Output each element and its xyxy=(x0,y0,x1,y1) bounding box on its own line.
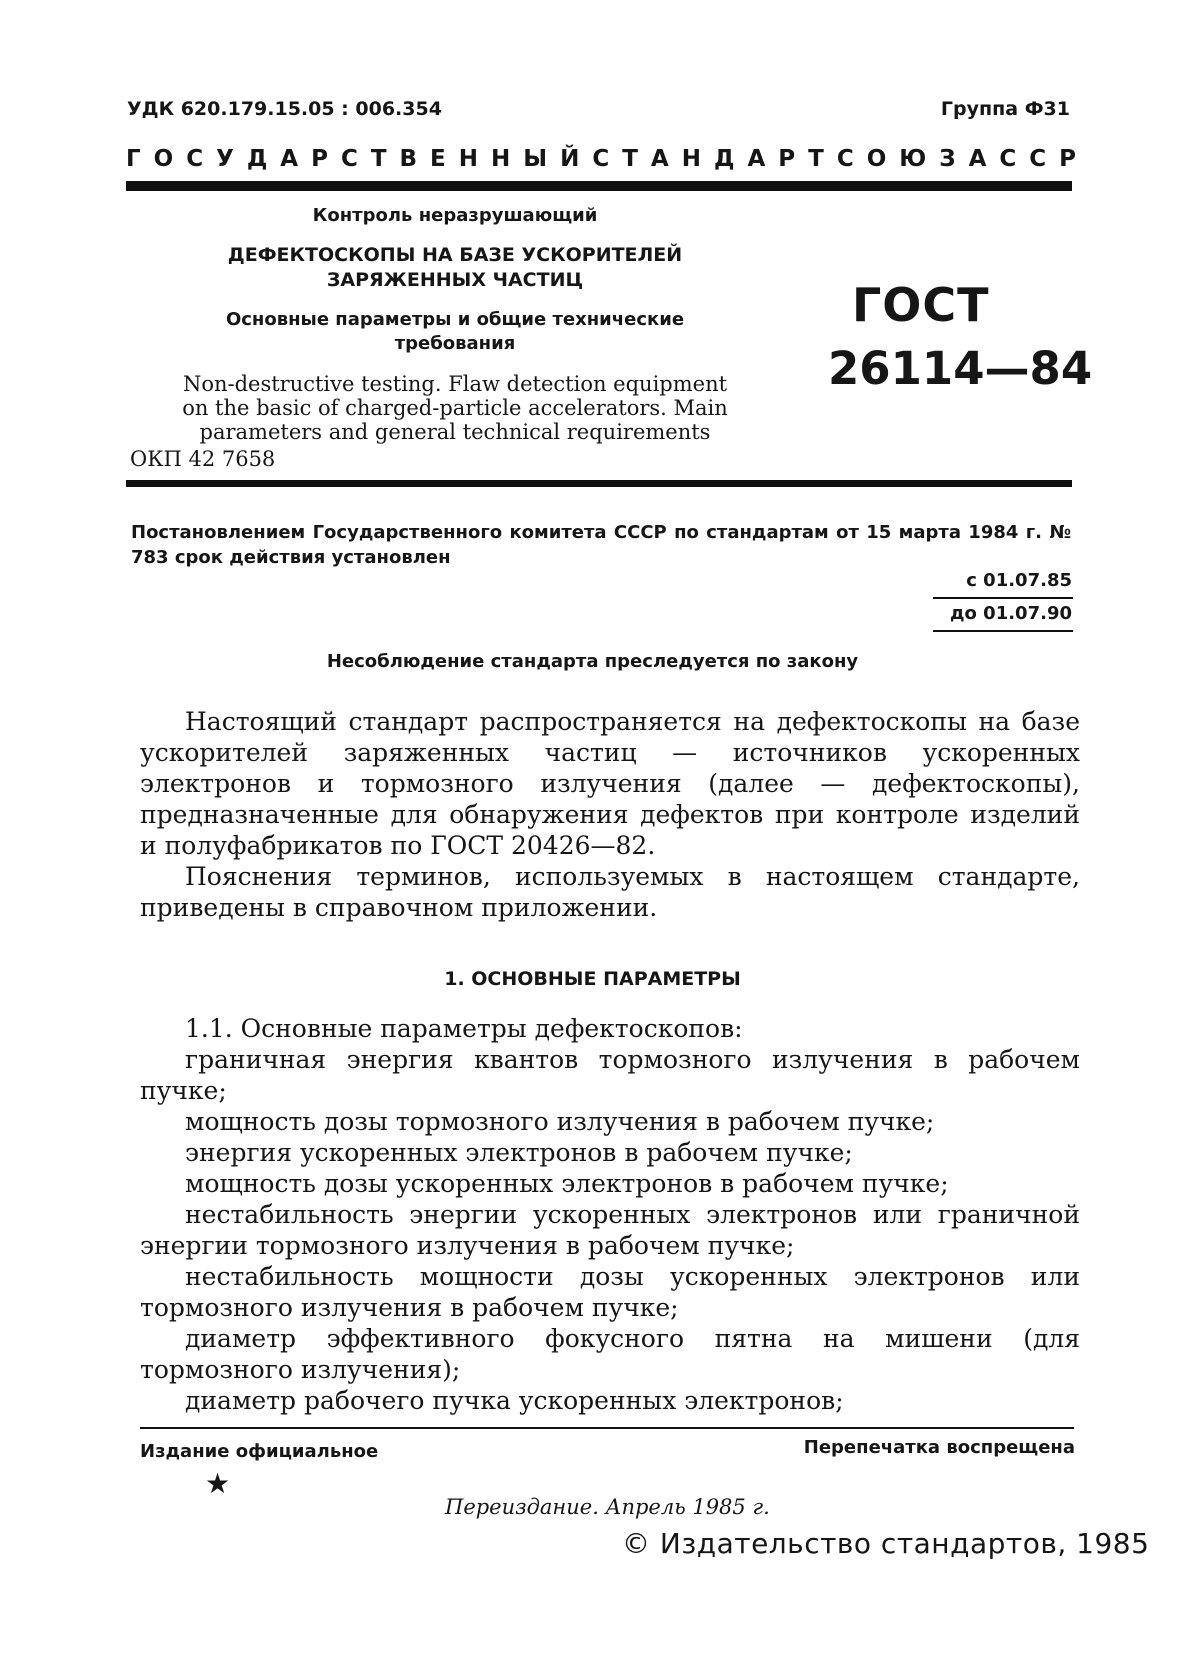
english-line-1: Non-destructive testing. Flaw detection equipment xyxy=(182,372,728,396)
title-line-1: ДЕФЕКТОСКОПЫ НА БАЗЕ УСКОРИТЕЛЕЙ xyxy=(227,244,683,266)
udk-code: УДК 620.179.15.05 : 006.354 xyxy=(127,98,442,120)
list-item: нестабильность мощности дозы ускоренных электронов или тормозного излучения в рабочем пучке; xyxy=(140,1262,1080,1322)
copyright: © Издательство стандартов, 1985 xyxy=(622,1527,1150,1560)
header-rule xyxy=(126,181,1072,191)
intro-text xyxy=(140,706,1080,923)
okp-code: ОКП 42 7658 xyxy=(130,447,276,471)
header-word-3: СОЮЗА xyxy=(836,146,1000,172)
header-word-4: ССР xyxy=(999,146,1090,172)
star-icon: ★ xyxy=(205,1467,231,1500)
decree-text: Постановлением Государственного комитета СССР по стандартам от 15 марта 1984 г. № 783 срок действия установлен xyxy=(131,522,1071,568)
header-word-1: ГОСУДАРСТВЕННЫЙ xyxy=(126,146,593,172)
reprint-notice: Перепечатка воспрещена xyxy=(803,1437,1075,1458)
date-to: до 01.07.90 xyxy=(950,603,1072,624)
english-title xyxy=(165,372,745,444)
legal-notice: Несоблюдение стандарта преследуется по закону xyxy=(326,651,859,672)
list-item: 1.1. Основные параметры дефектоскопов: xyxy=(185,1014,743,1043)
date-underline-2 xyxy=(933,630,1073,632)
section-title: 1. ОСНОВНЫЕ ПАРАМЕТРЫ xyxy=(444,968,741,990)
gost-number: 26114—84 xyxy=(828,342,1093,395)
list-item: граничная энергия квантов тормозного излучения в рабочем пучке; xyxy=(140,1045,1080,1105)
official-edition: Издание официальное xyxy=(140,1441,379,1462)
list-item: мощность дозы ускоренных электронов в рабочем пучке; xyxy=(185,1169,949,1198)
english-line-3: parameters and general technical requirements xyxy=(199,420,711,444)
list-item: нестабильность энергии ускоренных электронов или граничной энергии тормозного излучения в рабочем пучке; xyxy=(140,1200,1080,1260)
title-line-2: ЗАРЯЖЕННЫХ ЧАСТИЦ xyxy=(326,269,584,291)
list-item: энергия ускоренных электронов в рабочем пучке; xyxy=(185,1138,853,1167)
document-title xyxy=(170,243,740,293)
intro-paragraph-2: Пояснения терминов, используемых в настоящем стандарте, приведены в справочном приложении. xyxy=(140,862,1080,922)
english-line-2: on the basic of charged-particle accelerators. Main xyxy=(182,396,728,420)
date-from: с 01.07.85 xyxy=(966,570,1072,591)
list-item: диаметр рабочего пучка ускоренных электронов; xyxy=(185,1386,844,1415)
list-item: мощность дозы тормозного излучения в рабочем пучке; xyxy=(185,1107,935,1136)
date-underline-1 xyxy=(933,597,1073,599)
state-standard-header xyxy=(126,146,1090,172)
title-rule xyxy=(126,480,1072,487)
classification-group: Группа Ф31 xyxy=(940,98,1070,120)
document-subtitle xyxy=(170,308,740,356)
intro-paragraph-1: Настоящий стандарт распространяется на дефектоскопы на базе ускорителей заряженных частиц — источников ускоренных электронов и тормозного излучения (далее — дефектоскопы), предназначенные для обнаружения дефектов при контроле изделий и полуфабрикатов по ГОСТ 20426—82. xyxy=(140,707,1080,860)
subtitle-line-2: требования xyxy=(394,333,516,354)
list-item: диаметр эффективного фокусного пятна на мишени (для тормозного излучения); xyxy=(140,1324,1080,1384)
subtitle-line-1: Основные параметры и общие технические xyxy=(225,309,685,330)
reissue-note: Переиздание. Апрель 1985 г. xyxy=(445,1495,770,1519)
subject-heading: Контроль неразрушающий xyxy=(312,205,598,226)
header-word-2: СТАНДАРТ xyxy=(592,146,837,172)
footer-rule xyxy=(140,1427,1074,1429)
parameters-list xyxy=(140,1013,1080,1416)
gost-label: ГОСТ xyxy=(852,278,990,332)
